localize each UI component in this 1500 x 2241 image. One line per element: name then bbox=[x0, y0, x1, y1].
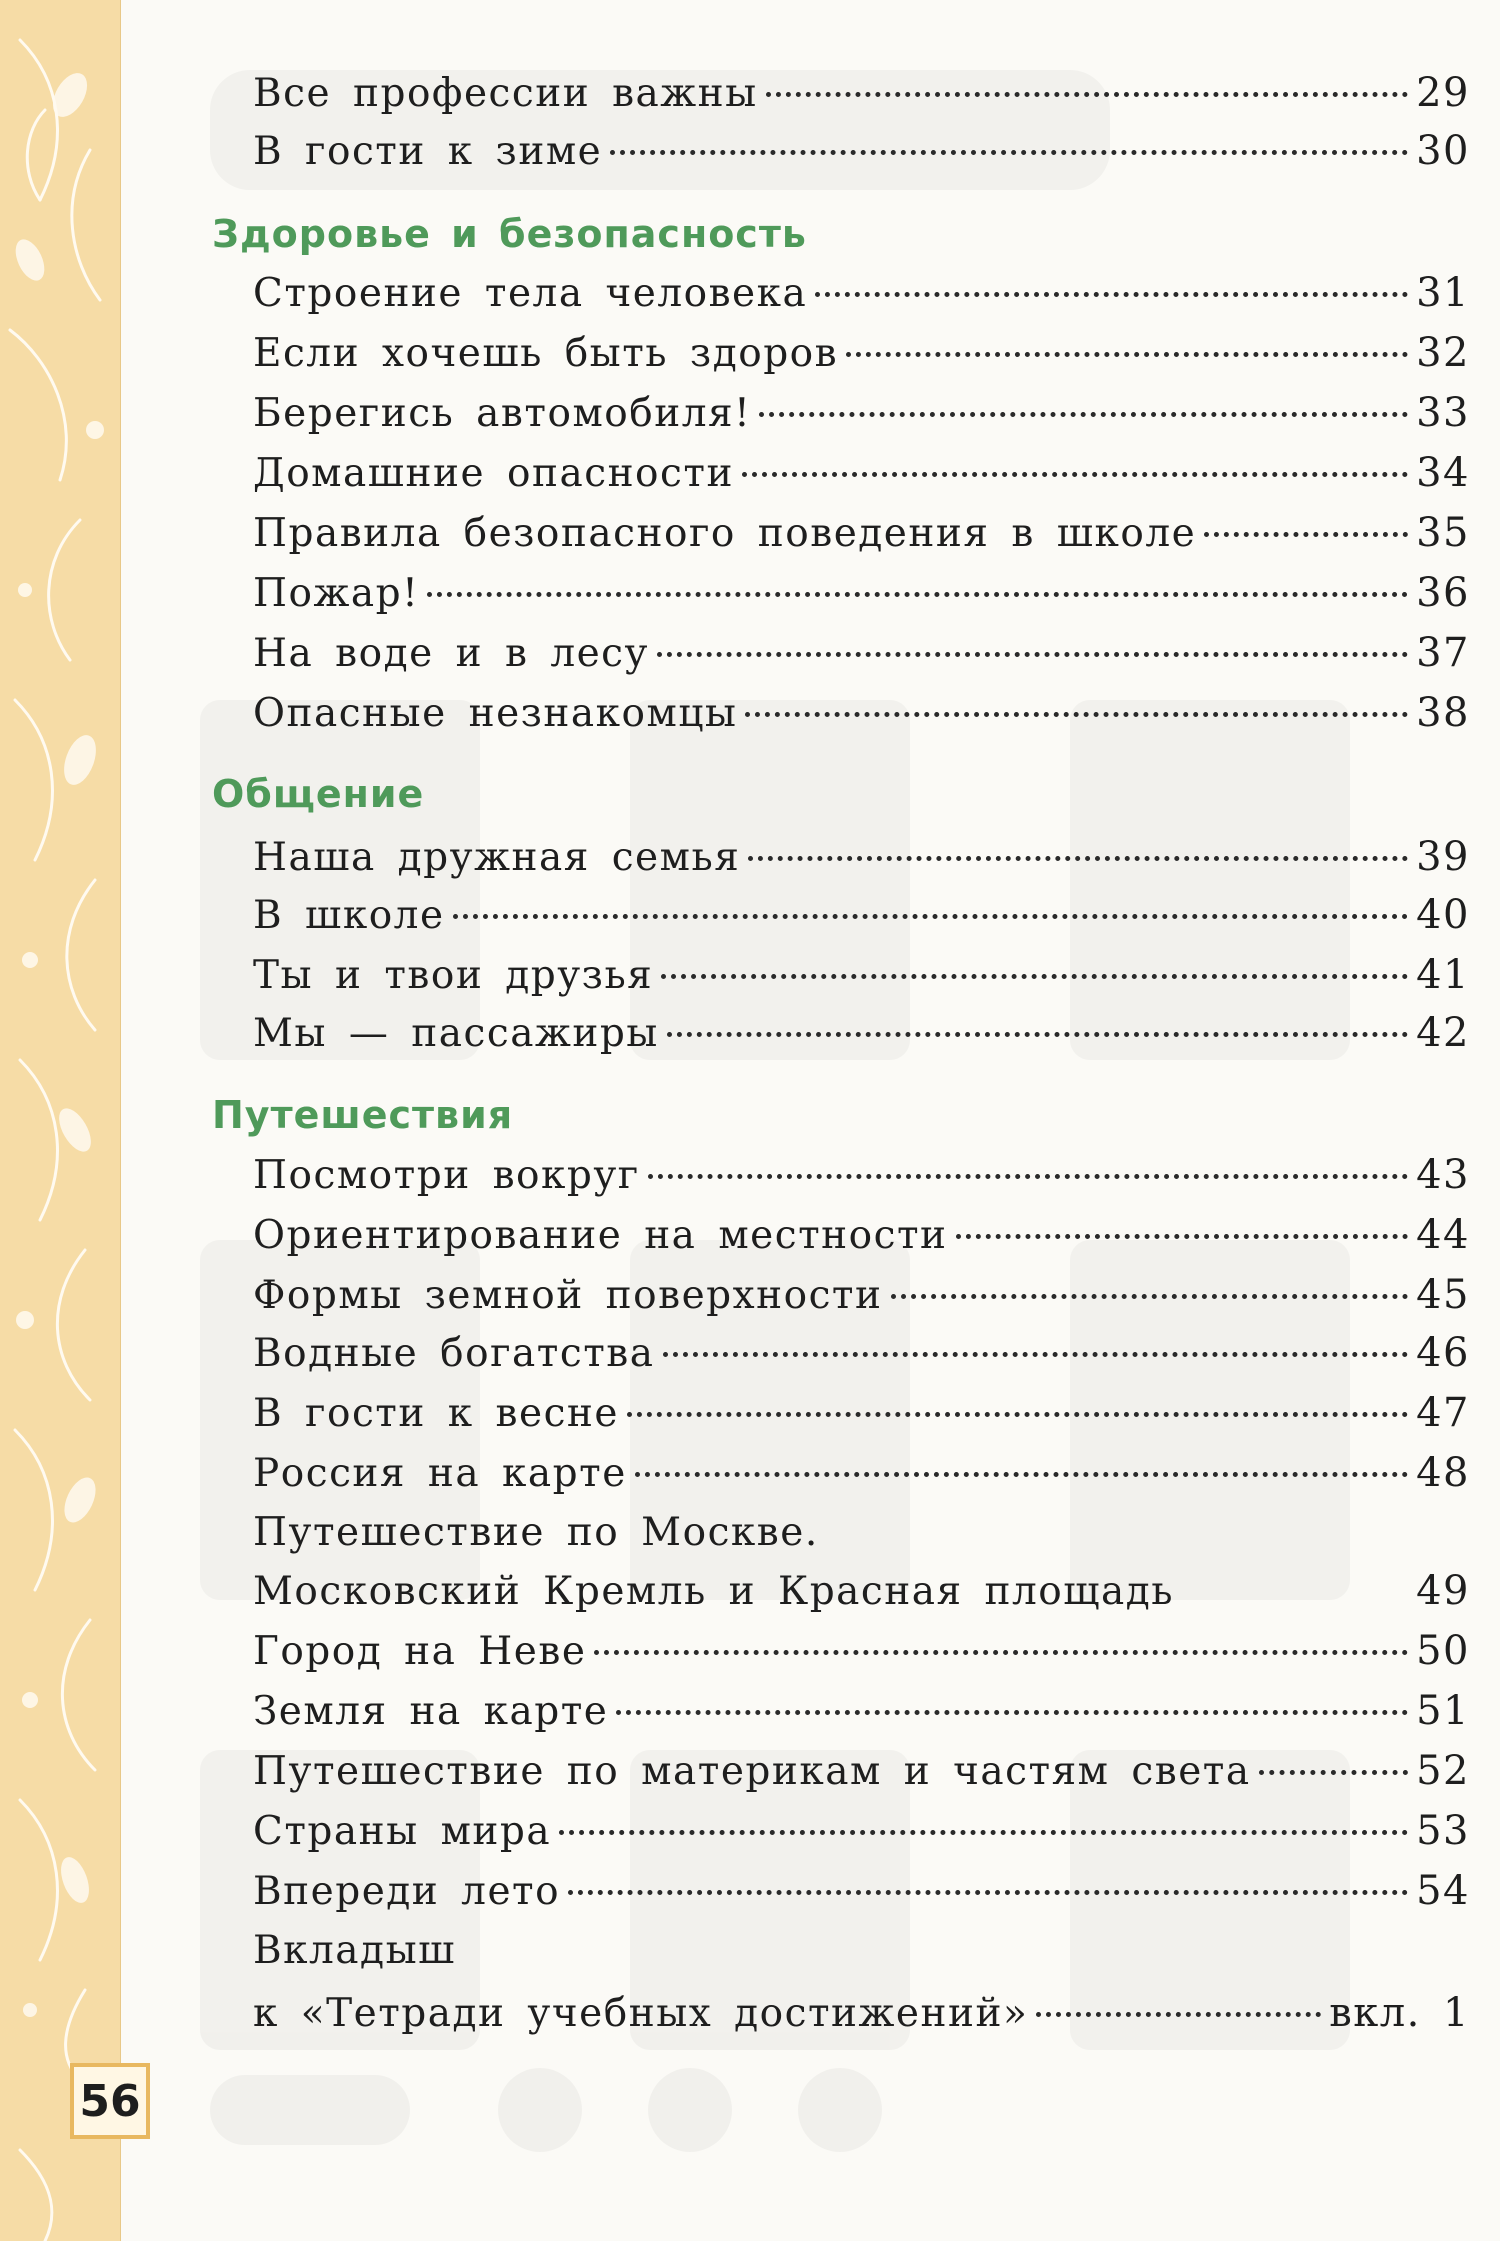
toc-entry-title: Россия на карте bbox=[253, 1451, 627, 1496]
toc-entry-title: Формы земной поверхности bbox=[253, 1273, 883, 1318]
toc-line-text bbox=[253, 1510, 1470, 1570]
toc-entry-page: 45 bbox=[1416, 1272, 1470, 1318]
toc-entry-title: Опасные незнакомцы bbox=[253, 691, 738, 736]
toc-entry-page: 33 bbox=[1416, 390, 1470, 436]
toc-entry-page: 52 bbox=[1416, 1748, 1470, 1794]
toc-entry-page: 49 bbox=[1416, 1568, 1470, 1614]
toc-entry[interactable] bbox=[253, 1688, 1470, 1748]
page-number: 56 bbox=[70, 2063, 150, 2139]
toc-entry-page: 32 bbox=[1416, 330, 1470, 376]
toc-entry-page: 30 bbox=[1416, 128, 1470, 174]
toc-line-text bbox=[253, 1928, 1470, 1988]
toc-entry[interactable] bbox=[253, 1990, 1470, 2050]
toc-entry-title: Вкладыш bbox=[253, 1928, 456, 1973]
dot-leader bbox=[815, 292, 1408, 297]
toc-entry-title: Ты и твои друзья bbox=[253, 953, 654, 998]
dot-leader bbox=[635, 1472, 1408, 1477]
dot-leader bbox=[766, 92, 1408, 97]
toc-entry-page: 53 bbox=[1416, 1808, 1470, 1854]
dot-leader bbox=[657, 652, 1408, 657]
toc-entry-page: 29 bbox=[1416, 70, 1470, 116]
dot-leader bbox=[616, 1710, 1408, 1715]
toc-entry[interactable] bbox=[253, 450, 1470, 510]
toc-entry-page: 34 bbox=[1416, 450, 1470, 496]
toc-entry-title: к «Тетради учебных достижений» bbox=[253, 1991, 1029, 2036]
toc-entry-page: 41 bbox=[1416, 952, 1470, 998]
toc-entry-page: 40 bbox=[1416, 892, 1470, 938]
toc-entry-title: Московский Кремль и Красная площадь bbox=[253, 1569, 1175, 1614]
dot-leader bbox=[846, 352, 1408, 357]
dot-leader bbox=[559, 1830, 1408, 1835]
toc-entry[interactable] bbox=[253, 570, 1470, 630]
toc-entry-page: 54 bbox=[1416, 1868, 1470, 1914]
toc-entry-page: 36 bbox=[1416, 570, 1470, 616]
toc-entry-page: 51 bbox=[1416, 1688, 1470, 1734]
toc-entry-page: 50 bbox=[1416, 1628, 1470, 1674]
toc-entry[interactable] bbox=[253, 1010, 1470, 1070]
dot-leader bbox=[594, 1650, 1408, 1655]
dot-leader bbox=[891, 1294, 1409, 1299]
dot-leader bbox=[1204, 532, 1408, 537]
toc-entry-title: На воде и в лесу bbox=[253, 631, 649, 676]
toc-entry-title: Пожар! bbox=[253, 571, 420, 616]
toc-entry[interactable] bbox=[253, 1330, 1470, 1390]
toc-entry[interactable] bbox=[253, 690, 1470, 750]
toc-entry-title: Земля на карте bbox=[253, 1689, 609, 1734]
dot-leader bbox=[748, 856, 1408, 861]
toc-entry[interactable] bbox=[253, 1628, 1470, 1688]
toc-entry[interactable] bbox=[253, 630, 1470, 690]
toc-entry[interactable] bbox=[253, 952, 1470, 1012]
toc-entry-title: В школе bbox=[253, 893, 445, 938]
toc-entry-title: Город на Неве bbox=[253, 1629, 587, 1674]
toc-entry[interactable] bbox=[253, 128, 1470, 188]
toc-entry[interactable] bbox=[253, 1568, 1470, 1628]
dot-leader bbox=[759, 412, 1408, 417]
dot-leader bbox=[742, 472, 1408, 477]
toc-entry[interactable] bbox=[253, 1152, 1470, 1212]
section-heading: Путешествия bbox=[212, 1093, 514, 1137]
toc-entry[interactable] bbox=[253, 1808, 1470, 1868]
toc-entry-page: 39 bbox=[1416, 834, 1470, 880]
toc-entry[interactable] bbox=[253, 390, 1470, 450]
dot-leader bbox=[661, 974, 1408, 979]
dot-leader bbox=[663, 1352, 1409, 1357]
toc-entry-title: Строение тела человека bbox=[253, 271, 808, 316]
toc-entry[interactable] bbox=[253, 1450, 1470, 1510]
toc-entry-title: Домашние опасности bbox=[253, 451, 734, 496]
toc-entry-title: Мы — пассажиры bbox=[253, 1011, 659, 1056]
toc-entry[interactable] bbox=[253, 1212, 1470, 1272]
toc-entry-title: Впереди лето bbox=[253, 1869, 561, 1914]
toc-entry-page: 38 bbox=[1416, 690, 1470, 736]
section-heading: Общение bbox=[212, 772, 425, 816]
toc-entry-page: 31 bbox=[1416, 270, 1470, 316]
dot-leader bbox=[610, 150, 1408, 155]
toc-entry-title: Посмотри вокруг bbox=[253, 1153, 640, 1198]
toc-entry-title: Путешествие по материкам и частям света bbox=[253, 1749, 1251, 1794]
dot-leader bbox=[568, 1890, 1408, 1895]
dot-leader bbox=[627, 1412, 1408, 1417]
toc-entry-page: 37 bbox=[1416, 630, 1470, 676]
toc-entry[interactable] bbox=[253, 1390, 1470, 1450]
toc-entry-page: 46 bbox=[1416, 1330, 1470, 1376]
section-heading: Здоровье и безопасность bbox=[212, 212, 807, 256]
toc-entry[interactable] bbox=[253, 510, 1470, 570]
toc-entry[interactable] bbox=[253, 834, 1470, 894]
toc-entry[interactable] bbox=[253, 1272, 1470, 1332]
toc-entry-title: Все профессии важны bbox=[253, 71, 758, 116]
dot-leader bbox=[745, 712, 1408, 717]
toc-entry-title: В гости к весне bbox=[253, 1391, 620, 1436]
toc-entry[interactable] bbox=[253, 1868, 1470, 1928]
toc-entry-page: 42 bbox=[1416, 1010, 1470, 1056]
toc-entry-page: вкл. 1 bbox=[1329, 1990, 1470, 2036]
toc-entry-page: 43 bbox=[1416, 1152, 1470, 1198]
toc-entry-title: Наша дружная семья bbox=[253, 835, 741, 880]
toc-entry-title: Водные богатства bbox=[253, 1331, 655, 1376]
toc-entry-title: Ориентирование на местности bbox=[253, 1213, 948, 1258]
toc-entry-page: 48 bbox=[1416, 1450, 1470, 1496]
toc-entry-page: 35 bbox=[1416, 510, 1470, 556]
dot-leader bbox=[1259, 1770, 1408, 1775]
toc-entry-title: Путешествие по Москве. bbox=[253, 1510, 819, 1555]
toc-entry[interactable] bbox=[253, 1748, 1470, 1808]
dot-leader bbox=[648, 1174, 1408, 1179]
toc-entry-page: 47 bbox=[1416, 1390, 1470, 1436]
toc-entry[interactable] bbox=[253, 70, 1470, 130]
toc-entry[interactable] bbox=[253, 330, 1470, 390]
toc-entry-title: Правила безопасного поведения в школе bbox=[253, 511, 1197, 556]
dot-leader bbox=[1036, 2012, 1321, 2017]
dot-leader bbox=[453, 914, 1409, 919]
toc-entry-title: Если хочешь быть здоров bbox=[253, 331, 839, 376]
dot-leader bbox=[667, 1032, 1408, 1037]
toc-entry-title: В гости к зиме bbox=[253, 129, 603, 174]
toc-entry[interactable] bbox=[253, 892, 1470, 952]
dot-leader bbox=[956, 1234, 1409, 1239]
toc-entry-page: 44 bbox=[1416, 1212, 1470, 1258]
dot-leader bbox=[427, 592, 1408, 597]
toc-entry-title: Страны мира bbox=[253, 1809, 552, 1854]
toc-entry[interactable] bbox=[253, 270, 1470, 330]
toc-entry-title: Берегись автомобиля! bbox=[253, 391, 752, 436]
